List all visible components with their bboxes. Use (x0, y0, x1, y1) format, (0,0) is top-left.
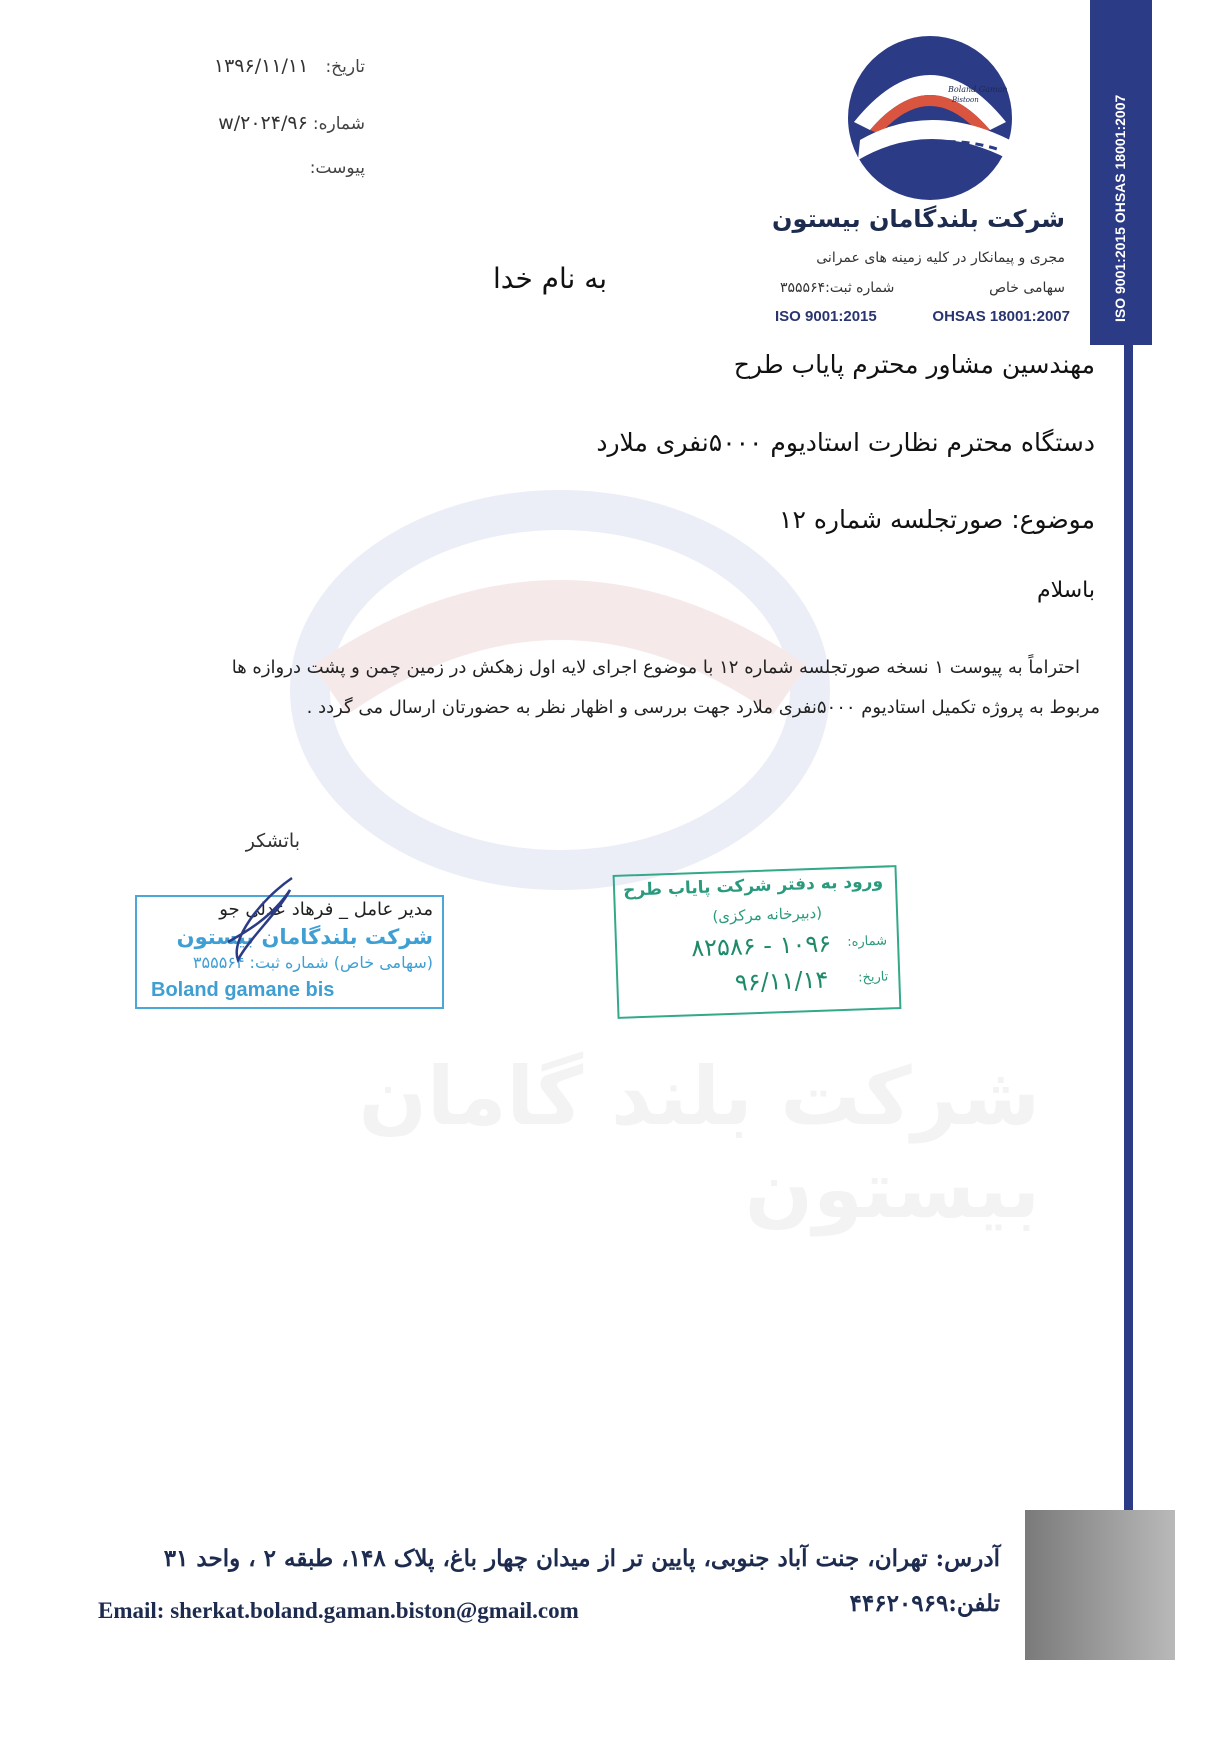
number-label: شماره: (312, 114, 365, 134)
footer-email: Email: sherkat.boland.gaman.biston@gmail.com (98, 1598, 579, 1623)
subject: موضوع: صورتجلسه شماره ۱۲ (779, 505, 1095, 534)
company-name: شرکت بلندگامان بیستون (772, 205, 1065, 233)
receipt-date-value: ۹۶/۱۱/۱۴ (734, 965, 829, 997)
receipt-stamp (613, 865, 902, 1019)
stamp-registration: (سهامی خاص) شماره ثبت: ۳۵۵۵۶۴ (192, 953, 433, 972)
receipt-number-value: ۱۰۹۶ - ۸۲۵۸۶ (690, 929, 832, 963)
side-bar-text: ISO 9001:2015 OHSAS 18001:2007 (1112, 94, 1128, 322)
company-registration-row (780, 280, 1065, 296)
signature-title: مدیر عامل _ فرهاد عدلی جو (219, 899, 433, 920)
signature-scribble (220, 870, 310, 970)
side-bar (1090, 0, 1152, 345)
ohsas-label: OHSAS 18001:2007 (932, 308, 1070, 325)
company-certifications (775, 308, 1070, 325)
date-label: تاریخ: (325, 57, 365, 77)
footer-address: آدرس: تهران، جنت آباد جنوبی، پایین تر از میدان چهار باغ، پلاک ۱۴۸، طبقه ۲ ، واحد ۳۱ (163, 1545, 1000, 1572)
recipient-line-1: مهندسین مشاور محترم پایاب طرح (733, 350, 1095, 379)
logo-text-2: Bistoon (952, 96, 979, 104)
number-value: ۹۶/w/۲۰۲۴ (218, 112, 308, 134)
meta-number (140, 112, 365, 134)
bismillah: به نام خدا (492, 262, 608, 295)
greeting: باسلام (1036, 578, 1095, 603)
company-registration: شماره ثبت:۳۵۵۵۶۴ (780, 280, 895, 296)
receipt-subtitle: (دبیرخانه مرکزی) (712, 903, 823, 926)
watermark-text: شرکت بلند گامان بیستون (358, 1050, 1040, 1236)
footer-bar (1025, 1510, 1175, 1660)
body-line-1: احتراماً به پیوست ۱ نسخه صورتجلسه شماره ۱۲ با موضوع اجرای لایه اول زهکش در زمین چمن و پشت دروازه ها (231, 657, 1080, 678)
company-type: سهامی خاص (989, 280, 1065, 296)
body-line-2: مربوط به پروژه تکمیل استادیوم ۵۰۰۰نفری ملارد جهت بررسی و اظهار نظر به حضورتان ارسال می گردد . (306, 697, 1100, 718)
receipt-number-label: شماره: (846, 933, 888, 950)
logo-text-1: Boland Gaman (948, 85, 1008, 94)
stamp-company-name: شرکت بلندگامان بیستون (176, 925, 433, 949)
recipient-line-2: دستگاه محترم نظارت استادیوم ۵۰۰۰نفری ملارد (596, 428, 1095, 457)
date-value: ۱۳۹۶/۱۱/۱۱ (213, 55, 309, 77)
attachment-label: پیوست: (309, 158, 365, 178)
company-logo (840, 30, 1020, 205)
receipt-title: ورود به دفتر شرکت پایاب طرح (622, 871, 884, 901)
meta-date (140, 55, 365, 77)
footer-phone: تلفن:۴۴۶۲۰۹۶۹ (849, 1590, 1000, 1617)
receipt-date-label: تاریخ: (857, 969, 889, 986)
company-tagline: مجری و پیمانکار در کلیه زمینه های عمرانی (816, 250, 1065, 266)
side-line (1124, 345, 1133, 1510)
iso-label: ISO 9001:2015 (775, 308, 877, 325)
stamp-latin: Boland gamane bis (151, 979, 335, 1001)
closing: باتشکر (245, 830, 300, 852)
